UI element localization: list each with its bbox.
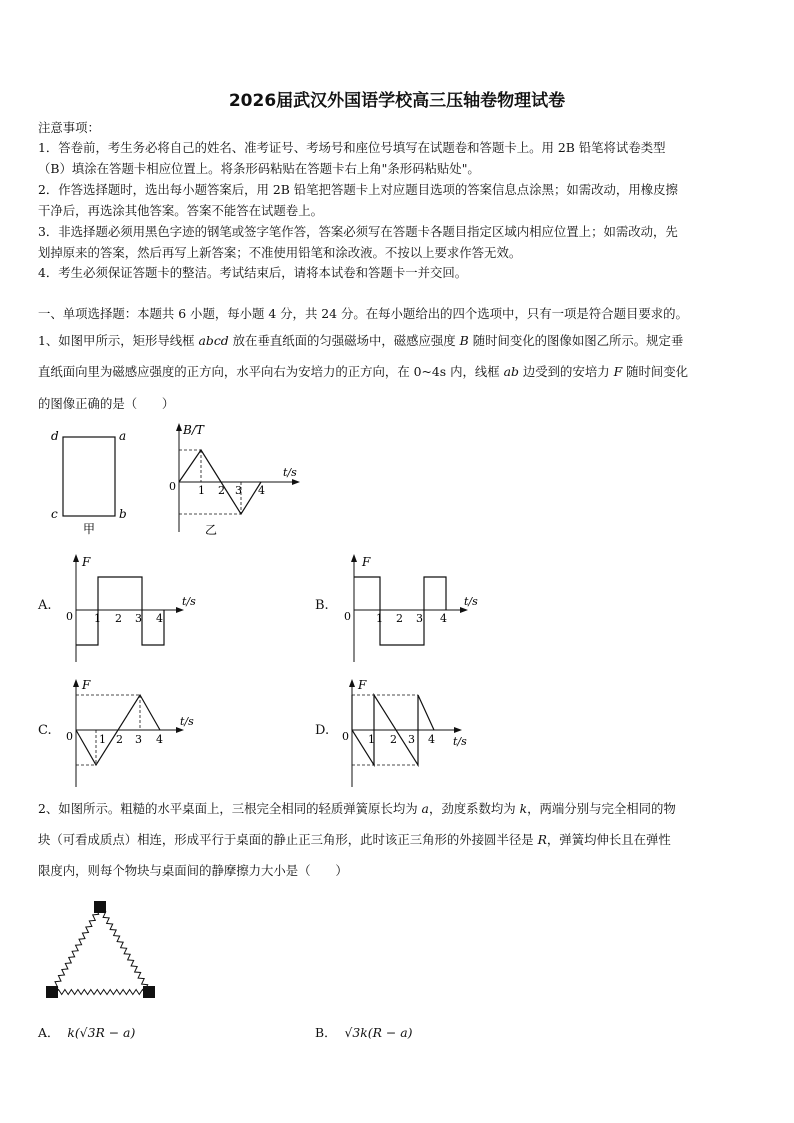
q1-line-3: 的图像正确的是（ ） [38, 396, 175, 411]
y-axis-label: F [82, 678, 91, 692]
notice-heading: 注意事项： [38, 120, 100, 135]
x-axis-label: t/s [283, 466, 297, 479]
y-axis-label: B/T [183, 423, 204, 437]
option-a-graph[interactable] [62, 550, 202, 665]
origin-label: 0 [342, 730, 349, 743]
F-curve [354, 577, 446, 645]
tick-label: 3 [135, 612, 142, 625]
tick-label: 4 [258, 484, 265, 497]
notice-line: 干净后，再选涂其他答案。答案不能答在试题卷上。 [38, 203, 323, 218]
loop-rect [63, 437, 115, 516]
y-arrow [176, 423, 182, 431]
notice-line: 1．答卷前，考生务必将自己的姓名、准考证号、考场号和座位号填写在试题卷和答题卡上。用 2B 铅笔将试卷类型 [38, 140, 666, 155]
x-axis-label: t/s [453, 735, 467, 748]
vertex-b: b [119, 507, 127, 521]
x-arrow [454, 727, 462, 733]
origin-label: 0 [169, 480, 176, 493]
spring-bottom [52, 990, 149, 995]
notice-line: 3．非选择题必须用黑色字迹的钢笔或签字笔作答，答案必须写在答题卡各题目指定区域内相应位置上；如需改动，先 [38, 224, 678, 239]
tick-label: 3 [235, 484, 242, 497]
section-heading: 一、单项选择题：本题共 6 小题，每小题 4 分，共 24 分。在每小题给出的四个选项中，只有一项是符合题目要求的。 [38, 306, 688, 321]
y-arrow [349, 679, 355, 687]
q2-line-1: 2、如图所示。粗糙的水平桌面上，三根完全相同的轻质弹簧原长均为 a，劲度系数均为 k，两端分别与完全相同的物 [38, 801, 676, 816]
y-arrow [351, 554, 357, 562]
option-d-label[interactable]: D. [315, 723, 330, 738]
x-axis-label: t/s [182, 595, 196, 608]
caption-yi: 乙 [205, 523, 218, 537]
notice-line: 2．作答选择题时，选出每小题答案后，用 2B 铅笔把答题卡上对应题目选项的答案信息点涂黑；如需改动，用橡皮擦 [38, 182, 678, 197]
tick-label: 4 [156, 612, 163, 625]
x-axis-label: t/s [464, 595, 478, 608]
tick-label: 4 [440, 612, 447, 625]
spring-right [100, 907, 149, 992]
option-d-graph[interactable] [338, 675, 483, 790]
tick-label: 2 [390, 733, 397, 746]
spring-left [52, 907, 101, 992]
q1-line-1: 1、如图甲所示，矩形导线框 abcd 放在垂直纸面的匀强磁场中，磁感应强度 B 随时间变化的图像如图乙所示。规定垂 [38, 333, 684, 348]
notice-line: 4．考生必须保证答题卡的整洁。考试结束后，请将本试卷和答题卡一并交回。 [38, 265, 468, 280]
notice-line: （B）填涂在答题卡相应位置上。将条形码粘贴在答题卡右上角"条形码粘贴处"。 [38, 161, 480, 176]
F-curve [76, 577, 164, 645]
tick-label: 4 [428, 733, 435, 746]
tick-label: 2 [115, 612, 122, 625]
figure-yi-B-t-graph [165, 420, 310, 540]
page-title: 2026届武汉外国语学校高三压轴卷物理试卷 [228, 91, 566, 111]
q2-option-b[interactable]: B． √3k(R − a) [315, 1025, 413, 1040]
tick-label: 1 [94, 612, 101, 625]
origin-label: 0 [66, 610, 73, 623]
option-c-label[interactable]: C. [38, 723, 52, 738]
option-a-label[interactable]: A. [38, 598, 52, 613]
block-right [143, 986, 155, 998]
q1-line-2: 直纸面向里为磁感应强度的正方向，水平向右为安培力的正方向，在 0~4s 内，线框 ab 边受到的安培力 F 随时间变化 [38, 364, 689, 379]
y-axis-label: F [82, 555, 91, 569]
y-arrow [73, 679, 79, 687]
tick-label: 3 [416, 612, 423, 625]
y-axis-label: F [358, 678, 367, 692]
figure-jia-rectangle-loop [45, 425, 135, 535]
tick-label: 2 [396, 612, 403, 625]
tick-label: 1 [376, 612, 383, 625]
block-left [46, 986, 58, 998]
tick-label: 1 [99, 733, 106, 746]
block-top [94, 901, 106, 913]
figure-spring-triangle [40, 895, 170, 1005]
tick-label: 3 [408, 733, 415, 746]
option-b-label[interactable]: B. [315, 598, 329, 613]
y-arrow [73, 554, 79, 562]
origin-label: 0 [344, 610, 351, 623]
caption-jia: 甲 [83, 522, 96, 536]
tick-label: 1 [368, 733, 375, 746]
q2-option-a[interactable]: A． k(√3R − a) [38, 1025, 136, 1040]
x-arrow [292, 479, 300, 485]
y-axis-label: F [362, 555, 371, 569]
vertex-a: a [119, 429, 127, 443]
option-c-graph[interactable] [62, 675, 202, 790]
x-axis-label: t/s [180, 715, 194, 728]
option-b-graph[interactable] [340, 550, 485, 665]
tick-label: 3 [135, 733, 142, 746]
origin-label: 0 [66, 730, 73, 743]
tick-label: 2 [116, 733, 123, 746]
notice-line: 划掉原来的答案，然后再写上新答案；不准使用铅笔和涂改液。不按以上要求作答无效。 [38, 245, 522, 260]
vertex-c: c [51, 507, 58, 521]
vertex-d: d [51, 429, 59, 443]
tick-label: 2 [218, 484, 225, 497]
tick-label: 4 [156, 733, 163, 746]
q2-line-3: 限度内，则每个物块与桌面间的静摩擦力大小是（ ） [38, 863, 348, 878]
q2-line-2: 块（可看成质点）相连，形成平行于桌面的静止正三角形，此时该正三角形的外接圆半径是 R，弹簧均伸长且在弹性 [38, 832, 671, 847]
tick-label: 1 [198, 484, 205, 497]
